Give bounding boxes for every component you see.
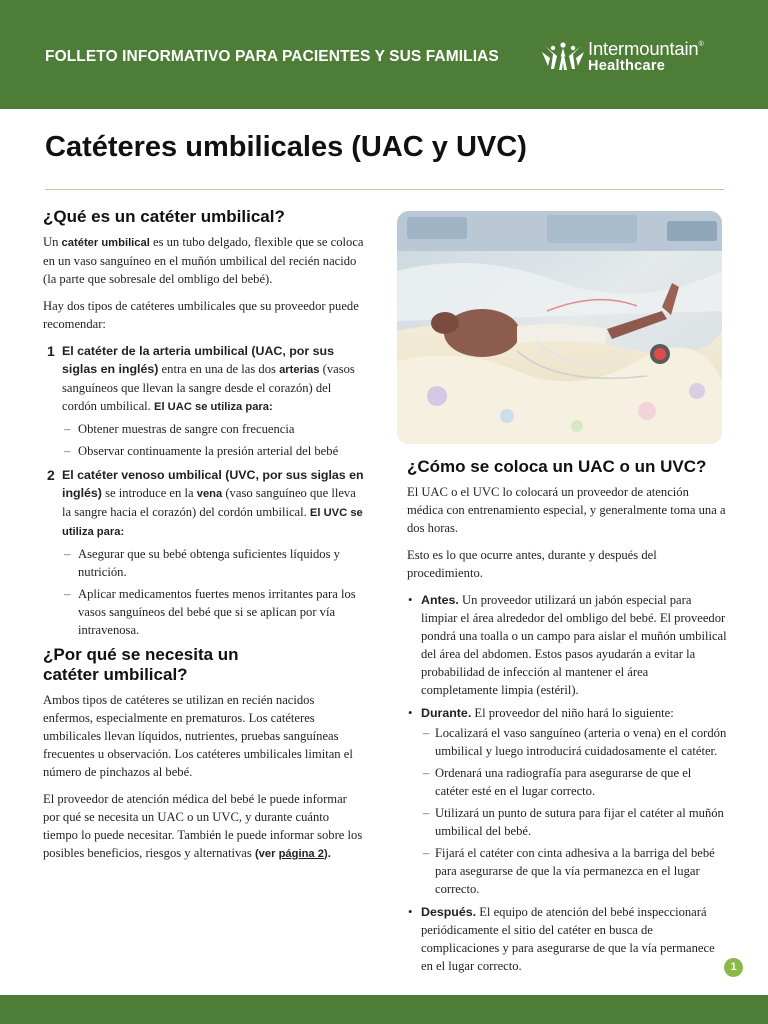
uvc-description: El catéter venoso umbilical (UVC, por sus siglas en inglés) se introduce en la vena (vaso sanguíneo que lleva la sangre hacia el corazón) del cordón umbilical. El UVC se utiliza para: (62, 468, 364, 538)
uvc-uses-list (62, 545, 365, 639)
during-step: • Durante. El proveedor del niño hará lo siguiente: – Localizará el vaso sanguíneo (arteria o vena) en el cordón umbilical y luego introducirá cuidadosamente el catéter. – Ordenará una radiografía para asegurarse de que el catéter esté en el lugar correcto. – Utilizará un punto de sutura para fijar el catéter al muñón umbilical del bebé. – Fijará el catéter con cinta adhesiva a la barriga del bebé para asegurarse de que la vía permanezca en el lugar correcto. (407, 704, 727, 898)
list-item: – Observar continuamente la presión arterial del bebé (62, 442, 365, 460)
newborn-photo (397, 211, 722, 444)
intermountain-logo (542, 38, 732, 78)
list-item: – Utilizará un punto de sutura para fijar el catéter al muñón umbilical del bebé. (421, 804, 727, 840)
page-number-badge: 1 (724, 958, 743, 977)
uvc-item (43, 466, 365, 639)
list-item: – Fijará el catéter con cinta adhesiva a la barriga del bebé para asegurarse de que la vía permanezca en el lugar correcto. (421, 844, 727, 898)
right-column (407, 457, 727, 980)
footer-band (0, 995, 768, 1024)
section-heading-what-is: ¿Qué es un catéter umbilical? (43, 207, 285, 226)
page-title: Catéteres umbilicales (UAC y UVC) (45, 131, 527, 163)
logo-figures-icon (542, 40, 584, 72)
left-column (43, 207, 365, 872)
after-step: • Después. El equipo de atención del bebé inspeccionará periódicamente el sitio del catéter en busca de complicaciones y para asegurarse de que la vía permanece en el lugar correcto. (407, 903, 727, 975)
title-divider (45, 189, 724, 190)
item-number: 2 (47, 467, 55, 483)
uac-item (43, 342, 365, 460)
during-substeps (421, 724, 727, 898)
section-heading-how-placed: ¿Cómo se coloca un UAC o un UVC? (407, 457, 707, 476)
list-item: – Ordenará una radiografía para asegurarse de que el catéter esté en el lugar correcto. (421, 764, 727, 800)
procedure-steps (407, 591, 727, 975)
uac-uses-list (62, 420, 365, 460)
list-item: – Obtener muestras de sangre con frecuencia (62, 420, 365, 438)
logo-subtitle: Healthcare (588, 58, 666, 74)
before-step: • Antes. Un proveedor utilizará un jabón especial para limpiar el área alrededor del ombligo del bebé. El proveedor pondrá una toalla o un campo para aislar el muñón umbilical del área del abdomen. Estos pasos ayudarán a evitar la probabilidad de infección al mantener el área completamente limpia (estéril). (407, 591, 727, 699)
list-item: – Asegurar que su bebé obtenga suficientes líquidos y nutrición. (62, 545, 365, 581)
how-paragraph-1: El UAC o el UVC lo colocará un proveedor de atención médica con entrenamiento especial, y generalmente toma una a dos horas. (407, 485, 726, 535)
item-number: 1 (47, 343, 55, 359)
logo-name: Intermountain® (588, 38, 704, 59)
list-item: – Localizará el vaso sanguíneo (arteria o vena) en el cordón umbilical y luego introducirá cuidadosamente el catéter. (421, 724, 727, 760)
types-intro-paragraph: Hay dos tipos de catéteres umbilicales que su proveedor puede recomendar: (43, 299, 359, 331)
uac-description: El catéter de la arteria umbilical (UAC, por sus siglas en inglés) entra en una de las dos arterias (vasos sanguíneos que llevan la sangre desde el corazón) del cordón umbilical. El UAC se utiliza para: (62, 344, 355, 413)
list-item: – Aplicar medicamentos fuertes menos irritantes para los vasos sanguíneos del bebé que si se aplican por vía intravenosa. (62, 585, 365, 639)
header-band (0, 0, 768, 109)
brochure-type-label: FOLLETO INFORMATIVO PARA PACIENTES Y SUS FAMILIAS (45, 48, 499, 65)
newborn-incubator-photo-icon (397, 211, 722, 444)
section-heading-why-needed: ¿Por qué se necesita un catéter umbilical? (43, 645, 239, 684)
why-paragraph-1: Ambos tipos de catéteres se utilizan en recién nacidos enfermos, especialmente en prematuros. Los catéteres umbilicales llevan líquidos, nutrientes, pruebas sanguíneas frecuentes u observación. Los catéteres umbilicales limitan el número de pinchazos al bebé. (43, 693, 353, 779)
page-2-link[interactable]: página 2 (278, 848, 324, 860)
why-paragraph-2: El proveedor de atención médica del bebé le puede informar por qué se necesita un UAC o un UVC, y durante cuánto tiempo lo puede necesitar. También le puede informar sobre los posibles beneficios, riesgos y alternativas (ver página 2). (43, 792, 363, 860)
definition-paragraph: Un catéter umbilical es un tubo delgado, flexible que se coloca en un vaso sanguíneo en el muñón umbilical del recién nacido (la parte que sobresale del ombligo del bebé). (43, 235, 364, 286)
how-paragraph-2: Esto es lo que ocurre antes, durante y después del procedimiento. (407, 548, 657, 580)
